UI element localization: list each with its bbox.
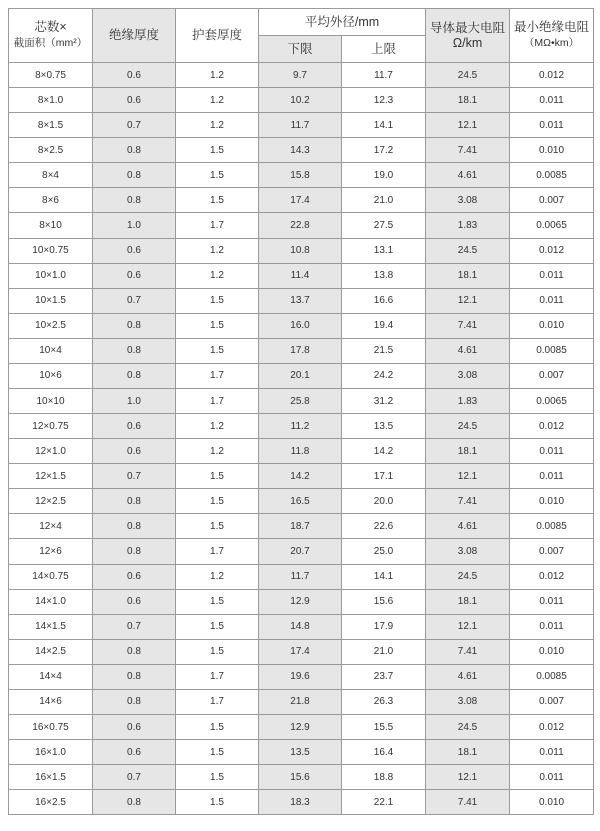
insulation-resistance-cell: 0.011 [510, 439, 594, 464]
insulation-cell: 1.0 [93, 389, 176, 414]
resistance-cell: 4.61 [426, 163, 510, 188]
sheath-cell: 1.2 [176, 113, 259, 138]
header-insulation-res-line2: （MΩ•km） [523, 37, 580, 49]
header-spec [9, 9, 93, 63]
sheath-cell: 1.7 [176, 664, 259, 689]
header-resistance-line2: Ω/km [452, 35, 483, 50]
sheath-cell: 1.5 [176, 715, 259, 740]
sheath-cell: 1.5 [176, 514, 259, 539]
insulation-cell: 0.8 [93, 363, 176, 388]
diameter-upper-cell: 13.1 [342, 238, 426, 263]
spec-cell: 14×4 [9, 664, 93, 689]
insulation-cell: 0.8 [93, 138, 176, 163]
insulation-resistance-cell: 0.012 [510, 715, 594, 740]
table-row [9, 564, 594, 589]
diameter-lower-cell: 13.5 [259, 740, 342, 765]
sheath-cell: 1.2 [176, 564, 259, 589]
header-diameter: 平均外径/mm [259, 9, 426, 36]
table-row [9, 414, 594, 439]
insulation-resistance-cell: 0.012 [510, 238, 594, 263]
insulation-resistance-cell: 0.012 [510, 564, 594, 589]
diameter-upper-cell: 19.4 [342, 313, 426, 338]
diameter-lower-cell: 16.5 [259, 489, 342, 514]
diameter-upper-cell: 15.5 [342, 715, 426, 740]
resistance-cell: 1.83 [426, 213, 510, 238]
table-row [9, 539, 594, 564]
insulation-cell: 0.8 [93, 338, 176, 363]
spec-cell: 10×2.5 [9, 313, 93, 338]
insulation-resistance-cell: 0.0085 [510, 514, 594, 539]
insulation-resistance-cell: 0.011 [510, 464, 594, 489]
table-row [9, 113, 594, 138]
resistance-cell: 4.61 [426, 338, 510, 363]
header-sheath: 护套厚度 [176, 9, 259, 63]
diameter-upper-cell: 26.3 [342, 689, 426, 714]
diameter-upper-cell: 15.6 [342, 589, 426, 614]
sheath-cell: 1.5 [176, 790, 259, 815]
diameter-upper-cell: 21.0 [342, 639, 426, 664]
insulation-resistance-cell: 0.0065 [510, 389, 594, 414]
sheath-cell: 1.2 [176, 263, 259, 288]
table-row [9, 213, 594, 238]
sheath-cell: 1.5 [176, 163, 259, 188]
insulation-resistance-cell: 0.011 [510, 614, 594, 639]
spec-cell: 10×10 [9, 389, 93, 414]
table-row [9, 88, 594, 113]
diameter-lower-cell: 11.7 [259, 564, 342, 589]
header-spec-line1: 芯数× [34, 20, 67, 34]
sheath-cell: 1.7 [176, 539, 259, 564]
insulation-cell: 0.8 [93, 790, 176, 815]
insulation-resistance-cell: 0.011 [510, 765, 594, 790]
diameter-upper-cell: 24.2 [342, 363, 426, 388]
table-row [9, 464, 594, 489]
table-row [9, 313, 594, 338]
diameter-upper-cell: 17.1 [342, 464, 426, 489]
spec-cell: 14×0.75 [9, 564, 93, 589]
resistance-cell: 18.1 [426, 589, 510, 614]
insulation-resistance-cell: 0.011 [510, 88, 594, 113]
spec-cell: 16×2.5 [9, 790, 93, 815]
table-row [9, 715, 594, 740]
insulation-cell: 0.6 [93, 63, 176, 88]
sheath-cell: 1.2 [176, 238, 259, 263]
insulation-resistance-cell: 0.011 [510, 113, 594, 138]
table-body [9, 63, 594, 815]
sheath-cell: 1.5 [176, 188, 259, 213]
diameter-upper-cell: 13.8 [342, 263, 426, 288]
diameter-lower-cell: 15.6 [259, 765, 342, 790]
diameter-lower-cell: 25.8 [259, 389, 342, 414]
insulation-resistance-cell: 0.011 [510, 288, 594, 313]
sheath-cell: 1.2 [176, 439, 259, 464]
insulation-cell: 0.8 [93, 163, 176, 188]
sheath-cell: 1.5 [176, 138, 259, 163]
sheath-cell: 1.7 [176, 389, 259, 414]
insulation-resistance-cell: 0.0065 [510, 213, 594, 238]
table-row [9, 689, 594, 714]
insulation-resistance-cell: 0.011 [510, 589, 594, 614]
diameter-lower-cell: 12.9 [259, 715, 342, 740]
table-row [9, 63, 594, 88]
insulation-resistance-cell: 0.011 [510, 263, 594, 288]
diameter-lower-cell: 13.7 [259, 288, 342, 313]
diameter-upper-cell: 25.0 [342, 539, 426, 564]
diameter-upper-cell: 12.3 [342, 88, 426, 113]
insulation-cell: 0.6 [93, 439, 176, 464]
insulation-resistance-cell: 0.010 [510, 489, 594, 514]
insulation-cell: 0.8 [93, 514, 176, 539]
table-row [9, 740, 594, 765]
insulation-cell: 0.8 [93, 689, 176, 714]
spec-cell: 12×1.5 [9, 464, 93, 489]
spec-cell: 14×6 [9, 689, 93, 714]
header-lower: 下限 [259, 36, 342, 63]
insulation-cell: 0.8 [93, 489, 176, 514]
diameter-lower-cell: 20.1 [259, 363, 342, 388]
spec-cell: 12×2.5 [9, 489, 93, 514]
insulation-cell: 0.8 [93, 639, 176, 664]
insulation-cell: 0.6 [93, 414, 176, 439]
table-row [9, 238, 594, 263]
resistance-cell: 7.41 [426, 313, 510, 338]
spec-cell: 8×2.5 [9, 138, 93, 163]
spec-cell: 8×0.75 [9, 63, 93, 88]
table-row [9, 138, 594, 163]
resistance-cell: 3.08 [426, 689, 510, 714]
diameter-upper-cell: 13.5 [342, 414, 426, 439]
sheath-cell: 1.5 [176, 639, 259, 664]
diameter-lower-cell: 11.8 [259, 439, 342, 464]
spec-cell: 12×0.75 [9, 414, 93, 439]
resistance-cell: 24.5 [426, 238, 510, 263]
sheath-cell: 1.2 [176, 88, 259, 113]
insulation-resistance-cell: 0.012 [510, 63, 594, 88]
diameter-lower-cell: 22.8 [259, 213, 342, 238]
diameter-upper-cell: 14.1 [342, 564, 426, 589]
diameter-lower-cell: 12.9 [259, 589, 342, 614]
spec-cell: 12×4 [9, 514, 93, 539]
diameter-lower-cell: 11.2 [259, 414, 342, 439]
table-row [9, 664, 594, 689]
table-row [9, 288, 594, 313]
insulation-cell: 0.6 [93, 589, 176, 614]
insulation-resistance-cell: 0.0085 [510, 163, 594, 188]
diameter-lower-cell: 19.6 [259, 664, 342, 689]
insulation-cell: 0.6 [93, 715, 176, 740]
diameter-lower-cell: 11.4 [259, 263, 342, 288]
spec-cell: 10×4 [9, 338, 93, 363]
header-insulation-res-line1: 最小绝缘电阻 [513, 20, 589, 34]
insulation-cell: 0.8 [93, 188, 176, 213]
diameter-upper-cell: 21.5 [342, 338, 426, 363]
table-row [9, 363, 594, 388]
spec-cell: 12×1.0 [9, 439, 93, 464]
insulation-resistance-cell: 0.007 [510, 188, 594, 213]
diameter-lower-cell: 14.2 [259, 464, 342, 489]
diameter-upper-cell: 16.6 [342, 288, 426, 313]
diameter-upper-cell: 14.2 [342, 439, 426, 464]
insulation-cell: 0.7 [93, 288, 176, 313]
diameter-lower-cell: 14.3 [259, 138, 342, 163]
sheath-cell: 1.5 [176, 765, 259, 790]
resistance-cell: 3.08 [426, 539, 510, 564]
diameter-upper-cell: 17.2 [342, 138, 426, 163]
insulation-cell: 0.7 [93, 464, 176, 489]
diameter-upper-cell: 18.8 [342, 765, 426, 790]
insulation-resistance-cell: 0.0085 [510, 664, 594, 689]
insulation-resistance-cell: 0.011 [510, 740, 594, 765]
sheath-cell: 1.2 [176, 63, 259, 88]
insulation-cell: 0.7 [93, 113, 176, 138]
spec-cell: 8×6 [9, 188, 93, 213]
insulation-cell: 0.6 [93, 564, 176, 589]
resistance-cell: 24.5 [426, 63, 510, 88]
insulation-cell: 0.7 [93, 614, 176, 639]
insulation-cell: 0.8 [93, 539, 176, 564]
resistance-cell: 24.5 [426, 564, 510, 589]
table-row [9, 639, 594, 664]
table-row [9, 489, 594, 514]
insulation-resistance-cell: 0.010 [510, 138, 594, 163]
insulation-resistance-cell: 0.010 [510, 790, 594, 815]
sheath-cell: 1.7 [176, 213, 259, 238]
insulation-cell: 1.0 [93, 213, 176, 238]
spec-cell: 10×1.0 [9, 263, 93, 288]
spec-cell: 8×10 [9, 213, 93, 238]
resistance-cell: 18.1 [426, 88, 510, 113]
spec-cell: 10×6 [9, 363, 93, 388]
sheath-cell: 1.5 [176, 464, 259, 489]
insulation-resistance-cell: 0.012 [510, 414, 594, 439]
spec-cell: 16×1.0 [9, 740, 93, 765]
sheath-cell: 1.5 [176, 338, 259, 363]
diameter-lower-cell: 15.8 [259, 163, 342, 188]
insulation-resistance-cell: 0.010 [510, 639, 594, 664]
spec-cell: 14×1.5 [9, 614, 93, 639]
spec-table-container [8, 8, 594, 815]
insulation-resistance-cell: 0.007 [510, 539, 594, 564]
header-resistance-line1: 导体最大电阻 [429, 20, 505, 35]
diameter-lower-cell: 18.3 [259, 790, 342, 815]
resistance-cell: 18.1 [426, 263, 510, 288]
diameter-upper-cell: 23.7 [342, 664, 426, 689]
spec-cell: 10×0.75 [9, 238, 93, 263]
header-spec-line2: 截面积（mm²） [13, 37, 88, 49]
insulation-cell: 0.7 [93, 765, 176, 790]
insulation-resistance-cell: 0.010 [510, 313, 594, 338]
table-row [9, 589, 594, 614]
insulation-resistance-cell: 0.007 [510, 689, 594, 714]
sheath-cell: 1.5 [176, 489, 259, 514]
diameter-upper-cell: 19.0 [342, 163, 426, 188]
resistance-cell: 7.41 [426, 639, 510, 664]
diameter-lower-cell: 18.7 [259, 514, 342, 539]
spec-cell: 8×1.0 [9, 88, 93, 113]
diameter-upper-cell: 11.7 [342, 63, 426, 88]
table-row [9, 790, 594, 815]
resistance-cell: 12.1 [426, 113, 510, 138]
spec-cell: 16×0.75 [9, 715, 93, 740]
spec-cell: 12×6 [9, 539, 93, 564]
diameter-upper-cell: 31.2 [342, 389, 426, 414]
insulation-cell: 0.8 [93, 313, 176, 338]
diameter-lower-cell: 10.8 [259, 238, 342, 263]
sheath-cell: 1.5 [176, 740, 259, 765]
header-insulation-resistance [510, 9, 594, 63]
resistance-cell: 4.61 [426, 664, 510, 689]
resistance-cell: 12.1 [426, 464, 510, 489]
diameter-upper-cell: 17.9 [342, 614, 426, 639]
sheath-cell: 1.5 [176, 288, 259, 313]
table-row [9, 439, 594, 464]
diameter-lower-cell: 17.8 [259, 338, 342, 363]
spec-cell: 16×1.5 [9, 765, 93, 790]
sheath-cell: 1.5 [176, 313, 259, 338]
spec-cell: 8×4 [9, 163, 93, 188]
diameter-upper-cell: 22.6 [342, 514, 426, 539]
resistance-cell: 12.1 [426, 288, 510, 313]
diameter-lower-cell: 21.8 [259, 689, 342, 714]
resistance-cell: 24.5 [426, 414, 510, 439]
resistance-cell: 12.1 [426, 614, 510, 639]
resistance-cell: 7.41 [426, 138, 510, 163]
insulation-cell: 0.6 [93, 88, 176, 113]
insulation-cell: 0.6 [93, 238, 176, 263]
insulation-resistance-cell: 0.0085 [510, 338, 594, 363]
spec-cell: 14×1.0 [9, 589, 93, 614]
header-upper: 上限 [342, 36, 426, 63]
spec-cell: 8×1.5 [9, 113, 93, 138]
diameter-upper-cell: 20.0 [342, 489, 426, 514]
table-row [9, 163, 594, 188]
diameter-upper-cell: 21.0 [342, 188, 426, 213]
resistance-cell: 1.83 [426, 389, 510, 414]
header-row-top [9, 9, 594, 36]
resistance-cell: 7.41 [426, 489, 510, 514]
diameter-upper-cell: 16.4 [342, 740, 426, 765]
resistance-cell: 4.61 [426, 514, 510, 539]
insulation-cell: 0.8 [93, 664, 176, 689]
table-row [9, 614, 594, 639]
header-resistance [426, 9, 510, 63]
diameter-lower-cell: 11.7 [259, 113, 342, 138]
diameter-lower-cell: 10.2 [259, 88, 342, 113]
sheath-cell: 1.5 [176, 589, 259, 614]
sheath-cell: 1.7 [176, 363, 259, 388]
table-row [9, 389, 594, 414]
insulation-resistance-cell: 0.007 [510, 363, 594, 388]
resistance-cell: 18.1 [426, 439, 510, 464]
resistance-cell: 3.08 [426, 363, 510, 388]
table-row [9, 263, 594, 288]
resistance-cell: 12.1 [426, 765, 510, 790]
resistance-cell: 7.41 [426, 790, 510, 815]
table-row [9, 765, 594, 790]
diameter-lower-cell: 20.7 [259, 539, 342, 564]
sheath-cell: 1.7 [176, 689, 259, 714]
resistance-cell: 18.1 [426, 740, 510, 765]
insulation-cell: 0.6 [93, 263, 176, 288]
table-row [9, 338, 594, 363]
diameter-upper-cell: 22.1 [342, 790, 426, 815]
sheath-cell: 1.2 [176, 414, 259, 439]
header-insulation: 绝缘厚度 [93, 9, 176, 63]
resistance-cell: 3.08 [426, 188, 510, 213]
diameter-upper-cell: 14.1 [342, 113, 426, 138]
diameter-lower-cell: 14.8 [259, 614, 342, 639]
diameter-lower-cell: 16.0 [259, 313, 342, 338]
spec-cell: 14×2.5 [9, 639, 93, 664]
table-row [9, 514, 594, 539]
resistance-cell: 24.5 [426, 715, 510, 740]
cable-spec-table [8, 8, 594, 815]
insulation-cell: 0.6 [93, 740, 176, 765]
sheath-cell: 1.5 [176, 614, 259, 639]
table-row [9, 188, 594, 213]
diameter-upper-cell: 27.5 [342, 213, 426, 238]
diameter-lower-cell: 17.4 [259, 639, 342, 664]
spec-cell: 10×1.5 [9, 288, 93, 313]
diameter-lower-cell: 9.7 [259, 63, 342, 88]
diameter-lower-cell: 17.4 [259, 188, 342, 213]
